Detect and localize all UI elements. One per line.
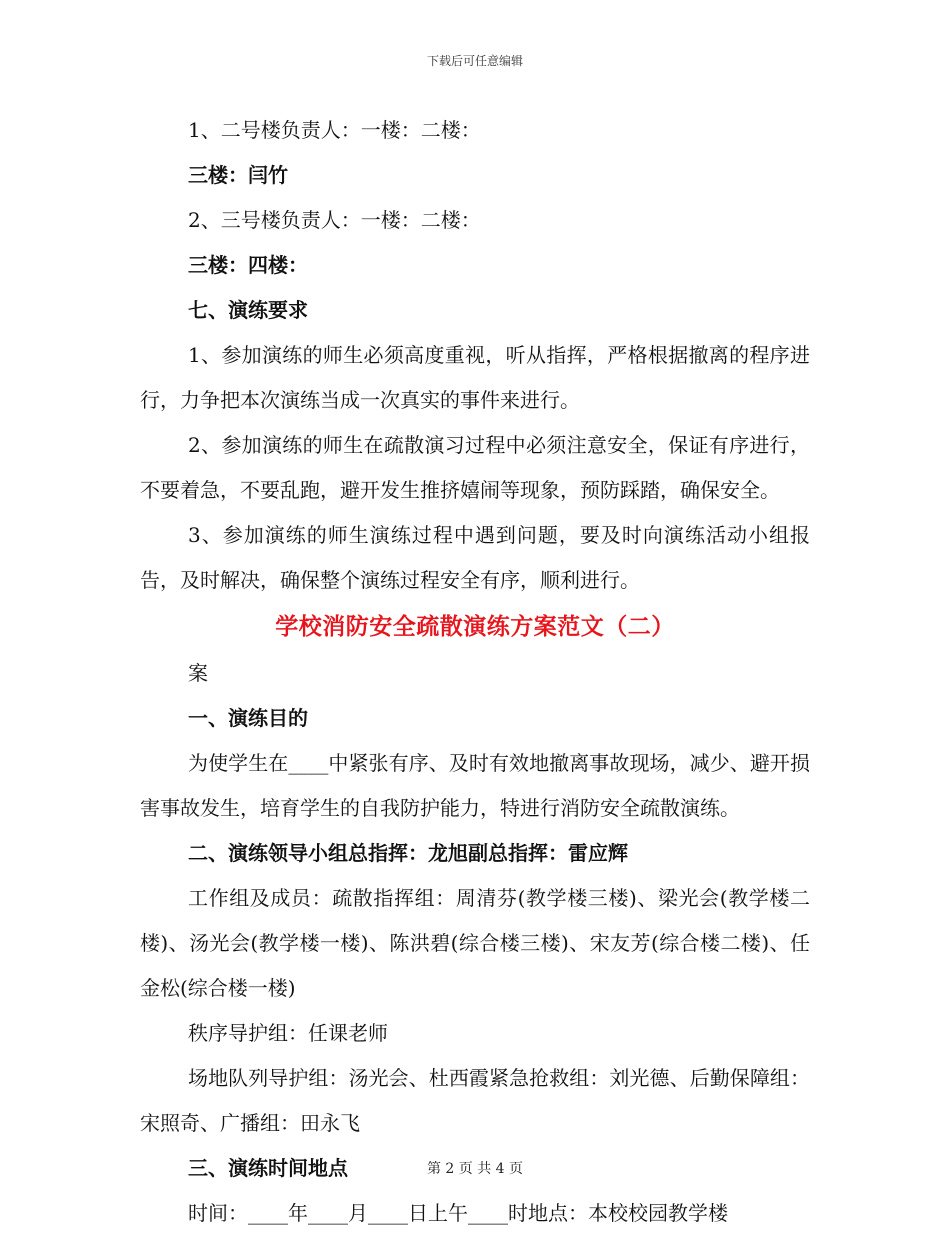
requirement-3: 3、参加演练的师生演练过程中遇到问题，要及时向演练活动小组报告，及时解决，确保整个演练过程安全有序，顺利进行。 <box>140 523 810 592</box>
document-body <box>140 108 810 1236</box>
paragraph-building3: 2、三号楼负责人：一楼：二楼： <box>188 208 481 232</box>
page-footer: 第 2 页 共 4 页 <box>426 1161 524 1177</box>
requirement-2: 2、参加演练的师生在疏散演习过程中必须注意安全，保证有序进行，不要着急，不要乱跑，避开发生推挤嬉闹等现象，预防踩踏，确保安全。 <box>140 433 810 502</box>
paragraph-order-group: 秩序导护组：任课老师 <box>188 1021 388 1045</box>
paragraph-an: 案 <box>188 661 208 685</box>
paragraph-building2-floor3: 三楼：闫竹 <box>188 163 288 187</box>
paragraph-time-place: 时间：____年____月____日上午____时地点：本校校园教学楼 <box>188 1201 728 1225</box>
paragraph-team: 工作组及成员：疏散指挥组：周清芬(教学楼三楼)、梁光会(教学楼二楼)、汤光会(教学楼一楼)、陈洪碧(综合楼三楼)、宋友芳(综合楼二楼)、任金松(综合楼一楼) <box>140 886 810 1000</box>
section-heading-requirements: 七、演练要求 <box>188 298 308 322</box>
paragraph-field-group: 场地队列导护组：汤光会、杜西霞紧急抢救组：刘光德、后勤保障组：宋照奇、广播组：田永飞 <box>140 1066 810 1135</box>
paragraph-building3-floors: 三楼：四楼： <box>188 253 308 277</box>
section-heading-leadership: 二、演练领导小组总指挥：龙旭副总指挥：雷应辉 <box>188 841 628 865</box>
document-title: 学校消防安全疏散演练方案范文（二） <box>275 613 675 640</box>
section-heading-time-place: 三、演练时间地点 <box>188 1156 348 1180</box>
page-header: 下载后可任意编辑 <box>426 54 523 68</box>
requirement-1: 1、参加演练的师生必须高度重视，听从指挥，严格根据撤离的程序进行，力争把本次演练当成一次真实的事件来进行。 <box>140 343 810 412</box>
section-heading-purpose: 一、演练目的 <box>188 706 308 730</box>
paragraph-building2: 1、二号楼负责人：一楼：二楼： <box>188 118 481 142</box>
paragraph-purpose: 为使学生在____中紧张有序、及时有效地撤离事故现场，减少、避开损害事故发生，培育学生的自我防护能力，特进行消防安全疏散演练。 <box>140 751 810 820</box>
